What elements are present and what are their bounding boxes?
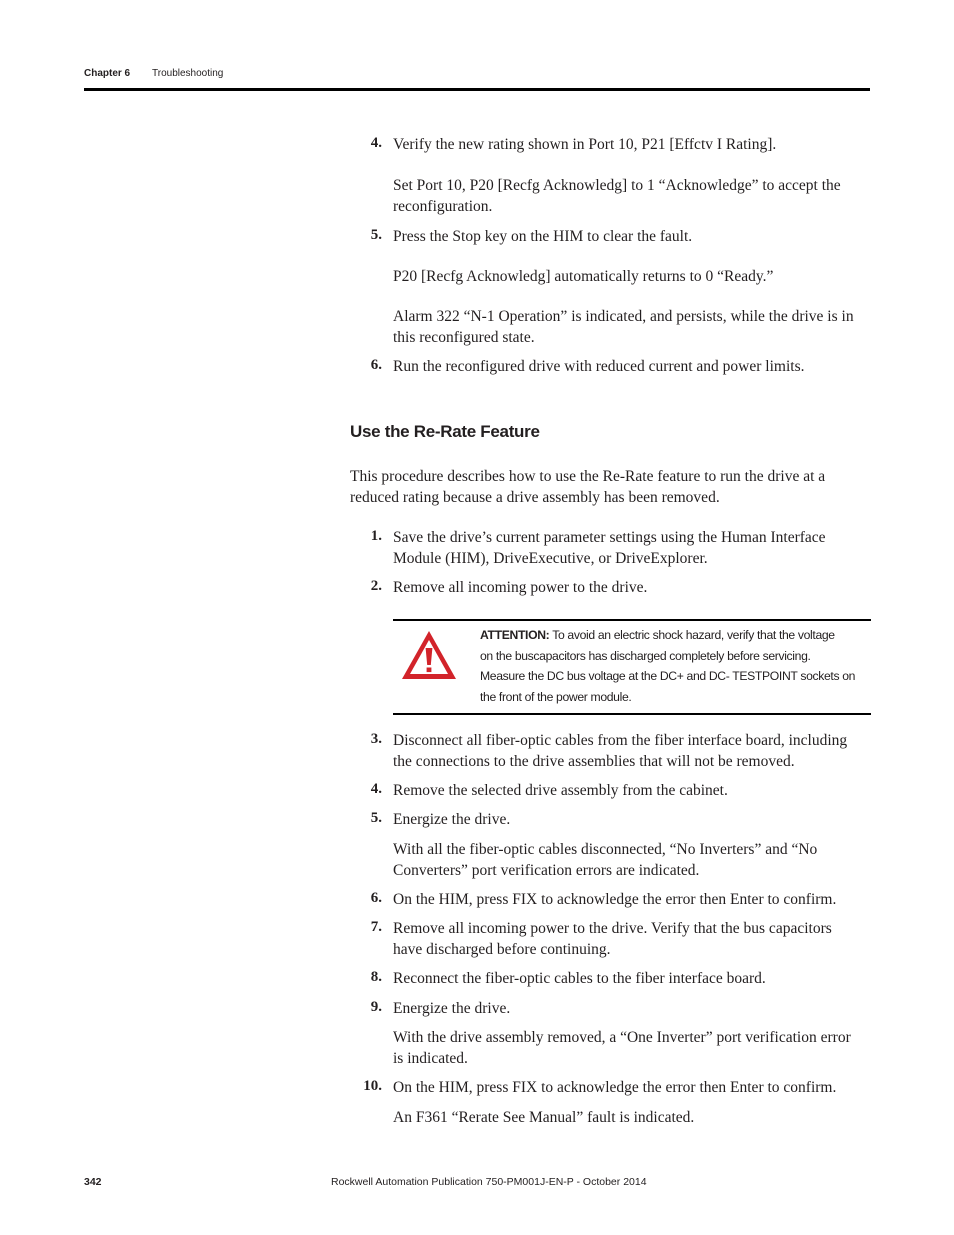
list-item [393, 969, 871, 990]
list-item [393, 227, 871, 248]
step-number: 5. [370, 810, 382, 826]
list-item [393, 919, 871, 960]
text-line: Run the reconfigured drive with reduced current and power limits. [393, 358, 805, 375]
attention-label: ATTENTION: [480, 628, 550, 642]
step-number: 6. [370, 890, 382, 906]
list-item [393, 999, 871, 1020]
list-item [393, 1078, 871, 1099]
step-number: 5. [370, 227, 382, 243]
text-line: Converters” port verification errors are indicated. [393, 861, 700, 879]
step-number: 7. [370, 919, 382, 935]
list-item [393, 731, 871, 772]
text-line: reduced rating because a drive assembly has been removed. [350, 488, 720, 506]
step-number: 2. [370, 578, 382, 594]
step-number: 8. [370, 969, 382, 985]
text-line: have discharged before continuing. [393, 940, 611, 958]
list-item [393, 176, 871, 217]
list-item [393, 357, 871, 378]
list-item [393, 840, 871, 881]
warning-triangle-icon [400, 629, 458, 681]
text-line: on the buscapacitors has discharged completely before servicing. [480, 648, 811, 663]
list-item [393, 810, 871, 831]
header-title: Troubleshooting [152, 68, 224, 79]
step-number: 3. [370, 731, 382, 747]
list-item [393, 267, 871, 288]
section-heading: Use the Re-Rate Feature [350, 422, 540, 441]
attention-box [393, 619, 871, 715]
step-number: 9. [370, 999, 382, 1015]
text-line: P20 [Recfg Acknowledg] automatically returns to 0 “Ready.” [393, 268, 774, 285]
text-line: Disconnect all fiber-optic cables from the fiber interface board, including [393, 732, 848, 749]
list-item [393, 307, 871, 348]
text-line: With the drive assembly removed, a “One Inverter” port verification error [393, 1029, 851, 1046]
text-line: Module (HIM), DriveExecutive, or DriveExplorer. [393, 549, 708, 567]
text-line: the front of the power module. [480, 689, 632, 704]
text-line: the connections to the drive assemblies that will not be removed. [393, 752, 795, 770]
header-rule [84, 88, 870, 91]
text-line: Remove the selected drive assembly from the cabinet. [393, 782, 728, 799]
text-line: Press the Stop key on the HIM to clear the fault. [393, 228, 693, 245]
header-chapter: Chapter 6 [84, 68, 131, 79]
step-number: 4. [370, 781, 382, 797]
text-line: is indicated. [393, 1049, 468, 1067]
text-line: Reconnect the fiber-optic cables to the fiber interface board. [393, 970, 766, 987]
text-line: Energize the drive. [393, 1000, 511, 1017]
text-line: Measure the DC bus voltage at the DC+ and DC- TESTPOINT sockets on [480, 669, 856, 683]
list-item [393, 890, 871, 911]
step-number: 10. [363, 1078, 382, 1094]
step-number: 4. [370, 135, 382, 151]
text-line: To avoid an electric shock hazard, verify that the voltage [552, 628, 835, 642]
text-line: With all the fiber-optic cables disconnected, “No Inverters” and “No [393, 841, 818, 858]
text-line: reconfiguration. [393, 197, 493, 215]
list-item [393, 135, 871, 156]
attention-text [480, 625, 860, 707]
section-intro [350, 467, 850, 508]
text-line: This procedure describes how to use the Re-Rate feature to run the drive at a [350, 468, 826, 485]
step-number: 1. [370, 528, 382, 544]
publication-info: Rockwell Automation Publication 750-PM001J-EN-P - October 2014 [331, 1176, 647, 1188]
list-item [393, 1028, 871, 1069]
text-line: On the HIM, press FIX to acknowledge the error then Enter to confirm. [393, 1079, 837, 1096]
text-line: Remove all incoming power to the drive. Verify that the bus capacitors [393, 920, 832, 937]
list-item [393, 781, 871, 802]
text-line: An F361 “Rerate See Manual” fault is indicated. [393, 1109, 695, 1126]
text-line: Remove all incoming power to the drive. [393, 579, 648, 596]
text-line: this reconfigured state. [393, 328, 535, 346]
text-line: Energize the drive. [393, 811, 511, 828]
text-line: Alarm 322 “N-1 Operation” is indicated, and persists, while the drive is in [393, 308, 854, 325]
text-line: On the HIM, press FIX to acknowledge the error then Enter to confirm. [393, 891, 837, 908]
text-line: Set Port 10, P20 [Recfg Acknowledg] to 1 “Acknowledge” to accept the [393, 177, 841, 194]
page-number: 342 [84, 1176, 102, 1188]
text-line: Save the drive’s current parameter settings using the Human Interface [393, 529, 826, 546]
list-item [393, 528, 871, 569]
list-item [393, 578, 871, 599]
list-item [393, 1108, 871, 1129]
text-line: Verify the new rating shown in Port 10, P21 [Effctv I Rating]. [393, 136, 777, 153]
step-number: 6. [370, 357, 382, 373]
